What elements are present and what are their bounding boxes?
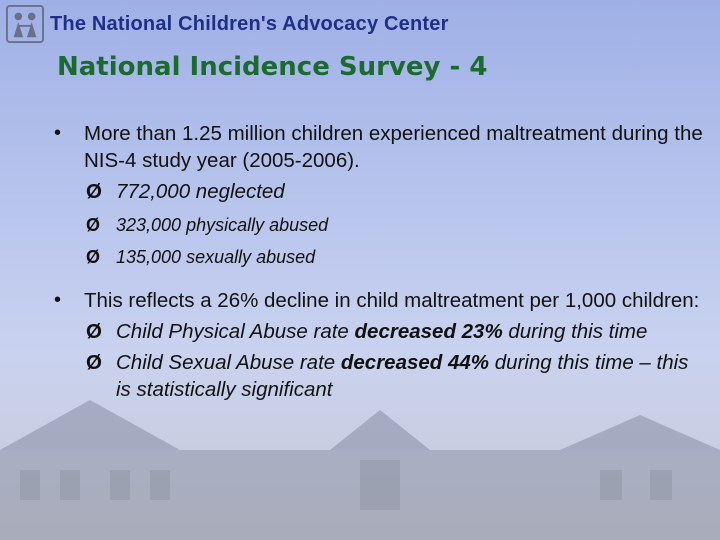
header [6,4,449,44]
arrow-right-icon: Ø [86,180,102,203]
background-building-image [0,390,720,540]
bullet-1 [54,120,704,174]
sub-bullet-physical-abuse-rate: Ø Child Physical Abuse rate decreased 23% during this time [86,320,648,343]
slide-content [54,120,704,403]
arrow-right-icon: Ø [86,215,101,235]
sub-bullet-sexual-abuse-rate: Ø Child Sexual Abuse rate decreased 44% during this time – this is statistically significant [86,351,689,401]
org-name: The National Children's Advocacy Center [50,12,449,35]
bullet-2 [54,287,704,314]
bullet-1-text: More than 1.25 million children experienced maltreatment during the NIS-4 study year (2005-2006). [84,122,703,172]
bullet-2-text: This reflects a 26% decline in child maltreatment per 1,000 children: [84,289,700,312]
sub-bullet-physically-abused: Ø 323,000 physically abused [86,215,329,235]
bullet-dot: • [54,289,62,311]
sub-bullet-sexually-abused: Ø 135,000 sexually abused [86,247,316,267]
bullet-dot: • [54,122,62,144]
arrow-right-icon: Ø [86,320,102,343]
arrow-right-icon: Ø [86,351,102,374]
children-logo-icon [6,5,44,43]
slide-title: National Incidence Survey - 4 [57,52,488,82]
arrow-right-icon: Ø [86,247,101,267]
sub-bullet-neglected: Ø 772,000 neglected [86,180,285,203]
